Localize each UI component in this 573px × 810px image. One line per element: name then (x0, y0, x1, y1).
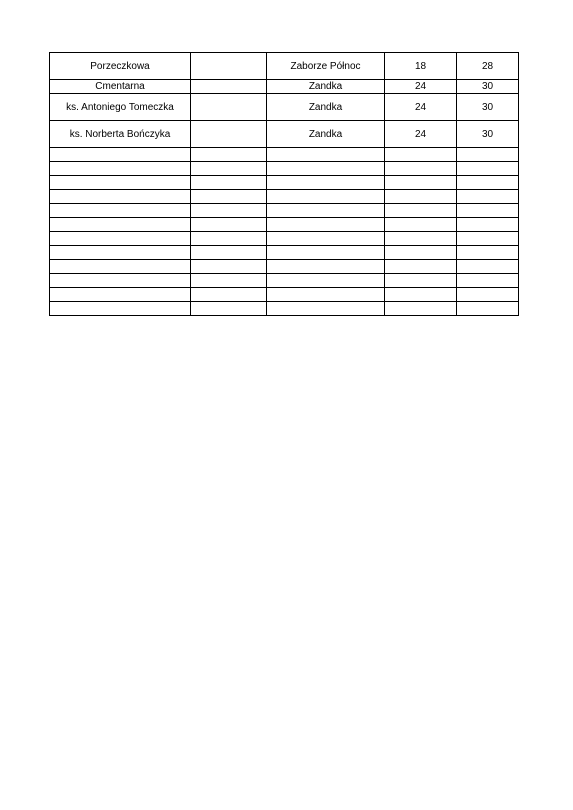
number-cell: 28 (457, 53, 519, 80)
empty-table-row (50, 288, 519, 302)
empty-cell (191, 148, 267, 162)
empty-table-row (50, 274, 519, 288)
table-body (50, 53, 519, 316)
number-cell: 30 (457, 80, 519, 94)
empty-cell (457, 246, 519, 260)
empty-cell (50, 260, 191, 274)
number-cell: 30 (457, 94, 519, 121)
empty-cell (50, 218, 191, 232)
empty-cell (50, 288, 191, 302)
empty-cell (457, 190, 519, 204)
table-row (50, 80, 519, 94)
street-cell: ks. Norberta Bończyka (50, 121, 191, 148)
empty-cell (191, 204, 267, 218)
empty-cell (457, 302, 519, 316)
empty-cell (457, 204, 519, 218)
empty-table-row (50, 162, 519, 176)
district-cell: Zandka (267, 94, 385, 121)
empty-cell (267, 190, 385, 204)
number-cell: 24 (385, 121, 457, 148)
empty-cell (191, 246, 267, 260)
empty-cell (50, 302, 191, 316)
empty-cell (191, 274, 267, 288)
empty-cell (50, 176, 191, 190)
empty-cell (385, 176, 457, 190)
empty-cell (191, 218, 267, 232)
street-cell: ks. Antoniego Tomeczka (50, 94, 191, 121)
empty-table-row (50, 190, 519, 204)
empty-cell (191, 232, 267, 246)
empty-cell (267, 246, 385, 260)
empty-table-row (50, 148, 519, 162)
empty-table-row (50, 302, 519, 316)
empty-cell (457, 232, 519, 246)
empty-cell (385, 246, 457, 260)
empty-cell (385, 162, 457, 176)
empty-cell (457, 260, 519, 274)
empty-cell (191, 94, 267, 121)
empty-cell (385, 274, 457, 288)
empty-cell (50, 204, 191, 218)
empty-table-row (50, 260, 519, 274)
number-cell: 24 (385, 94, 457, 121)
district-cell: Zandka (267, 80, 385, 94)
empty-cell (267, 288, 385, 302)
street-cell: Cmentarna (50, 80, 191, 94)
empty-cell (385, 218, 457, 232)
empty-table-row (50, 218, 519, 232)
empty-cell (457, 162, 519, 176)
empty-cell (457, 288, 519, 302)
empty-cell (191, 288, 267, 302)
empty-cell (385, 148, 457, 162)
empty-cell (457, 218, 519, 232)
empty-cell (267, 274, 385, 288)
empty-cell (191, 260, 267, 274)
empty-cell (191, 162, 267, 176)
empty-cell (267, 302, 385, 316)
table-row (50, 53, 519, 80)
empty-cell (191, 121, 267, 148)
table-row (50, 94, 519, 121)
empty-table-row (50, 232, 519, 246)
empty-cell (191, 80, 267, 94)
empty-cell (191, 53, 267, 80)
empty-cell (267, 162, 385, 176)
empty-cell (50, 246, 191, 260)
empty-table-row (50, 246, 519, 260)
empty-cell (385, 232, 457, 246)
empty-table-row (50, 204, 519, 218)
empty-cell (267, 148, 385, 162)
empty-cell (267, 204, 385, 218)
empty-cell (191, 176, 267, 190)
number-cell: 24 (385, 80, 457, 94)
district-cell: Zaborze Północ (267, 53, 385, 80)
empty-cell (457, 148, 519, 162)
table-row (50, 121, 519, 148)
empty-cell (267, 260, 385, 274)
empty-cell (385, 190, 457, 204)
empty-cell (50, 232, 191, 246)
empty-cell (50, 162, 191, 176)
data-table (49, 52, 519, 316)
empty-cell (191, 190, 267, 204)
empty-cell (191, 302, 267, 316)
empty-cell (385, 204, 457, 218)
empty-cell (457, 274, 519, 288)
empty-cell (267, 176, 385, 190)
empty-table-row (50, 176, 519, 190)
empty-cell (50, 190, 191, 204)
empty-cell (50, 148, 191, 162)
number-cell: 18 (385, 53, 457, 80)
empty-cell (385, 302, 457, 316)
empty-cell (267, 218, 385, 232)
street-cell: Porzeczkowa (50, 53, 191, 80)
district-cell: Zandka (267, 121, 385, 148)
empty-cell (267, 232, 385, 246)
empty-cell (385, 260, 457, 274)
number-cell: 30 (457, 121, 519, 148)
empty-cell (385, 288, 457, 302)
empty-cell (457, 176, 519, 190)
empty-cell (50, 274, 191, 288)
